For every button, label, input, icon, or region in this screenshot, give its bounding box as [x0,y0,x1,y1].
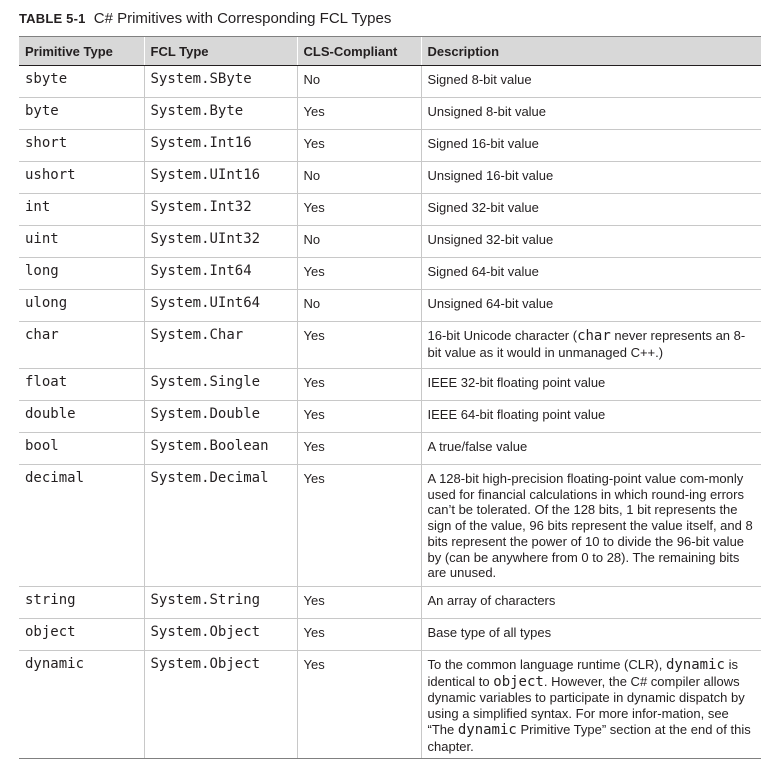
fcl-cell: System.String [144,587,297,619]
description-cell: Unsigned 16-bit value [421,162,761,194]
cls-cell: Yes [297,98,421,130]
table-row [19,322,761,369]
fcl-cell: System.Int64 [144,258,297,290]
table-row [19,651,761,759]
fcl-cell: System.SByte [144,66,297,98]
description-cell [421,322,761,369]
table-row [19,162,761,194]
description-cell: Signed 8-bit value [421,66,761,98]
description-cell: Signed 32-bit value [421,194,761,226]
cls-cell: No [297,162,421,194]
description-cell: Unsigned 64-bit value [421,290,761,322]
table-title: C# Primitives with Corresponding FCL Types [93,10,392,27]
table-row [19,66,761,98]
primitive-cell: bool [19,433,144,465]
description-cell: IEEE 32-bit floating point value [421,369,761,401]
table-row [19,401,761,433]
cls-cell: Yes [297,465,421,587]
table-row [19,619,761,651]
description-text: To the common language runtime (CLR), [427,657,666,672]
table-row [19,194,761,226]
fcl-cell: System.Char [144,322,297,369]
cls-cell: No [297,226,421,258]
cls-cell: Yes [297,194,421,226]
inline-code: dynamic [665,657,725,673]
description-cell: Signed 64-bit value [421,258,761,290]
primitive-cell: long [19,258,144,290]
header-description: Description [421,37,761,66]
description-text: 16-bit Unicode character ( [427,328,578,343]
primitive-cell: dynamic [19,651,144,759]
description-text: Primitive Type” section at the end of this chapter. [427,721,751,754]
cls-cell: Yes [297,258,421,290]
cls-cell: No [297,66,421,98]
cls-cell: Yes [297,130,421,162]
table-row [19,465,761,587]
cls-cell: Yes [297,401,421,433]
description-cell: A true/false value [421,433,761,465]
table-row [19,369,761,401]
primitive-cell: decimal [19,465,144,587]
fcl-cell: System.Byte [144,98,297,130]
fcl-cell: System.Object [144,651,297,759]
description-cell [421,651,761,759]
table-row [19,587,761,619]
primitive-cell: int [19,194,144,226]
fcl-cell: System.UInt64 [144,290,297,322]
primitive-cell: ulong [19,290,144,322]
inline-code: object [493,673,544,690]
cls-cell: No [297,290,421,322]
primitive-cell: short [19,130,144,162]
description-cell: A 128-bit high-precision floating-point value com-monly used for financial calculations in which round-ing errors can’t be tolerated. Of the 128 bits, 1 bit represents the sign of the value, 96 bits represent the value itself, and 8 bits represent the power of 10 to divide the 96-bit value by (can be anywhere from 0 to 28). The remaining bits are unused. [421,465,761,587]
header-primitive-type: Primitive Type [19,37,144,66]
table-row [19,98,761,130]
cls-cell: Yes [297,651,421,759]
inline-code: dynamic [457,721,517,738]
header-cls-compliant: CLS-Compliant [297,37,421,66]
cls-cell: Yes [297,322,421,369]
table-row [19,433,761,465]
cls-cell: Yes [297,587,421,619]
cls-cell: Yes [297,369,421,401]
fcl-cell: System.UInt32 [144,226,297,258]
description-text: never represents an 8-bit value as it would in unmanaged C++.) [427,328,746,360]
description-cell: Signed 16-bit value [421,130,761,162]
description-cell: Unsigned 32-bit value [421,226,761,258]
description-text: is identical to [427,657,738,689]
table-row [19,226,761,258]
table-row [19,258,761,290]
primitive-cell: sbyte [19,66,144,98]
fcl-cell: System.Single [144,369,297,401]
primitive-cell: string [19,587,144,619]
fcl-cell: System.UInt16 [144,162,297,194]
fcl-cell: System.Decimal [144,465,297,587]
description-text: . However, the C# compiler allows dynamic variables to participate in dynamic dispatch by using a simplified syntax. For more infor-mation, see “The [427,673,745,737]
table-number: TABLE 5-1 [19,11,86,26]
fcl-cell: System.Boolean [144,433,297,465]
primitive-cell: char [19,322,144,369]
description-cell: Base type of all types [421,619,761,651]
primitive-cell: double [19,401,144,433]
cls-cell: Yes [297,433,421,465]
header-row [19,37,761,66]
inline-code: char [577,328,611,344]
primitive-cell: object [19,619,144,651]
description-cell: An array of characters [421,587,761,619]
fcl-cell: System.Double [144,401,297,433]
header-fcl-type: FCL Type [144,37,297,66]
fcl-cell: System.Int16 [144,130,297,162]
description-cell: IEEE 64-bit floating point value [421,401,761,433]
table-caption [19,9,391,29]
primitive-cell: ushort [19,162,144,194]
primitive-cell: byte [19,98,144,130]
fcl-cell: System.Object [144,619,297,651]
primitives-table [19,36,761,759]
table-row [19,290,761,322]
primitive-cell: float [19,369,144,401]
cls-cell: Yes [297,619,421,651]
fcl-cell: System.Int32 [144,194,297,226]
description-cell: Unsigned 8-bit value [421,98,761,130]
primitive-cell: uint [19,226,144,258]
table-row [19,130,761,162]
